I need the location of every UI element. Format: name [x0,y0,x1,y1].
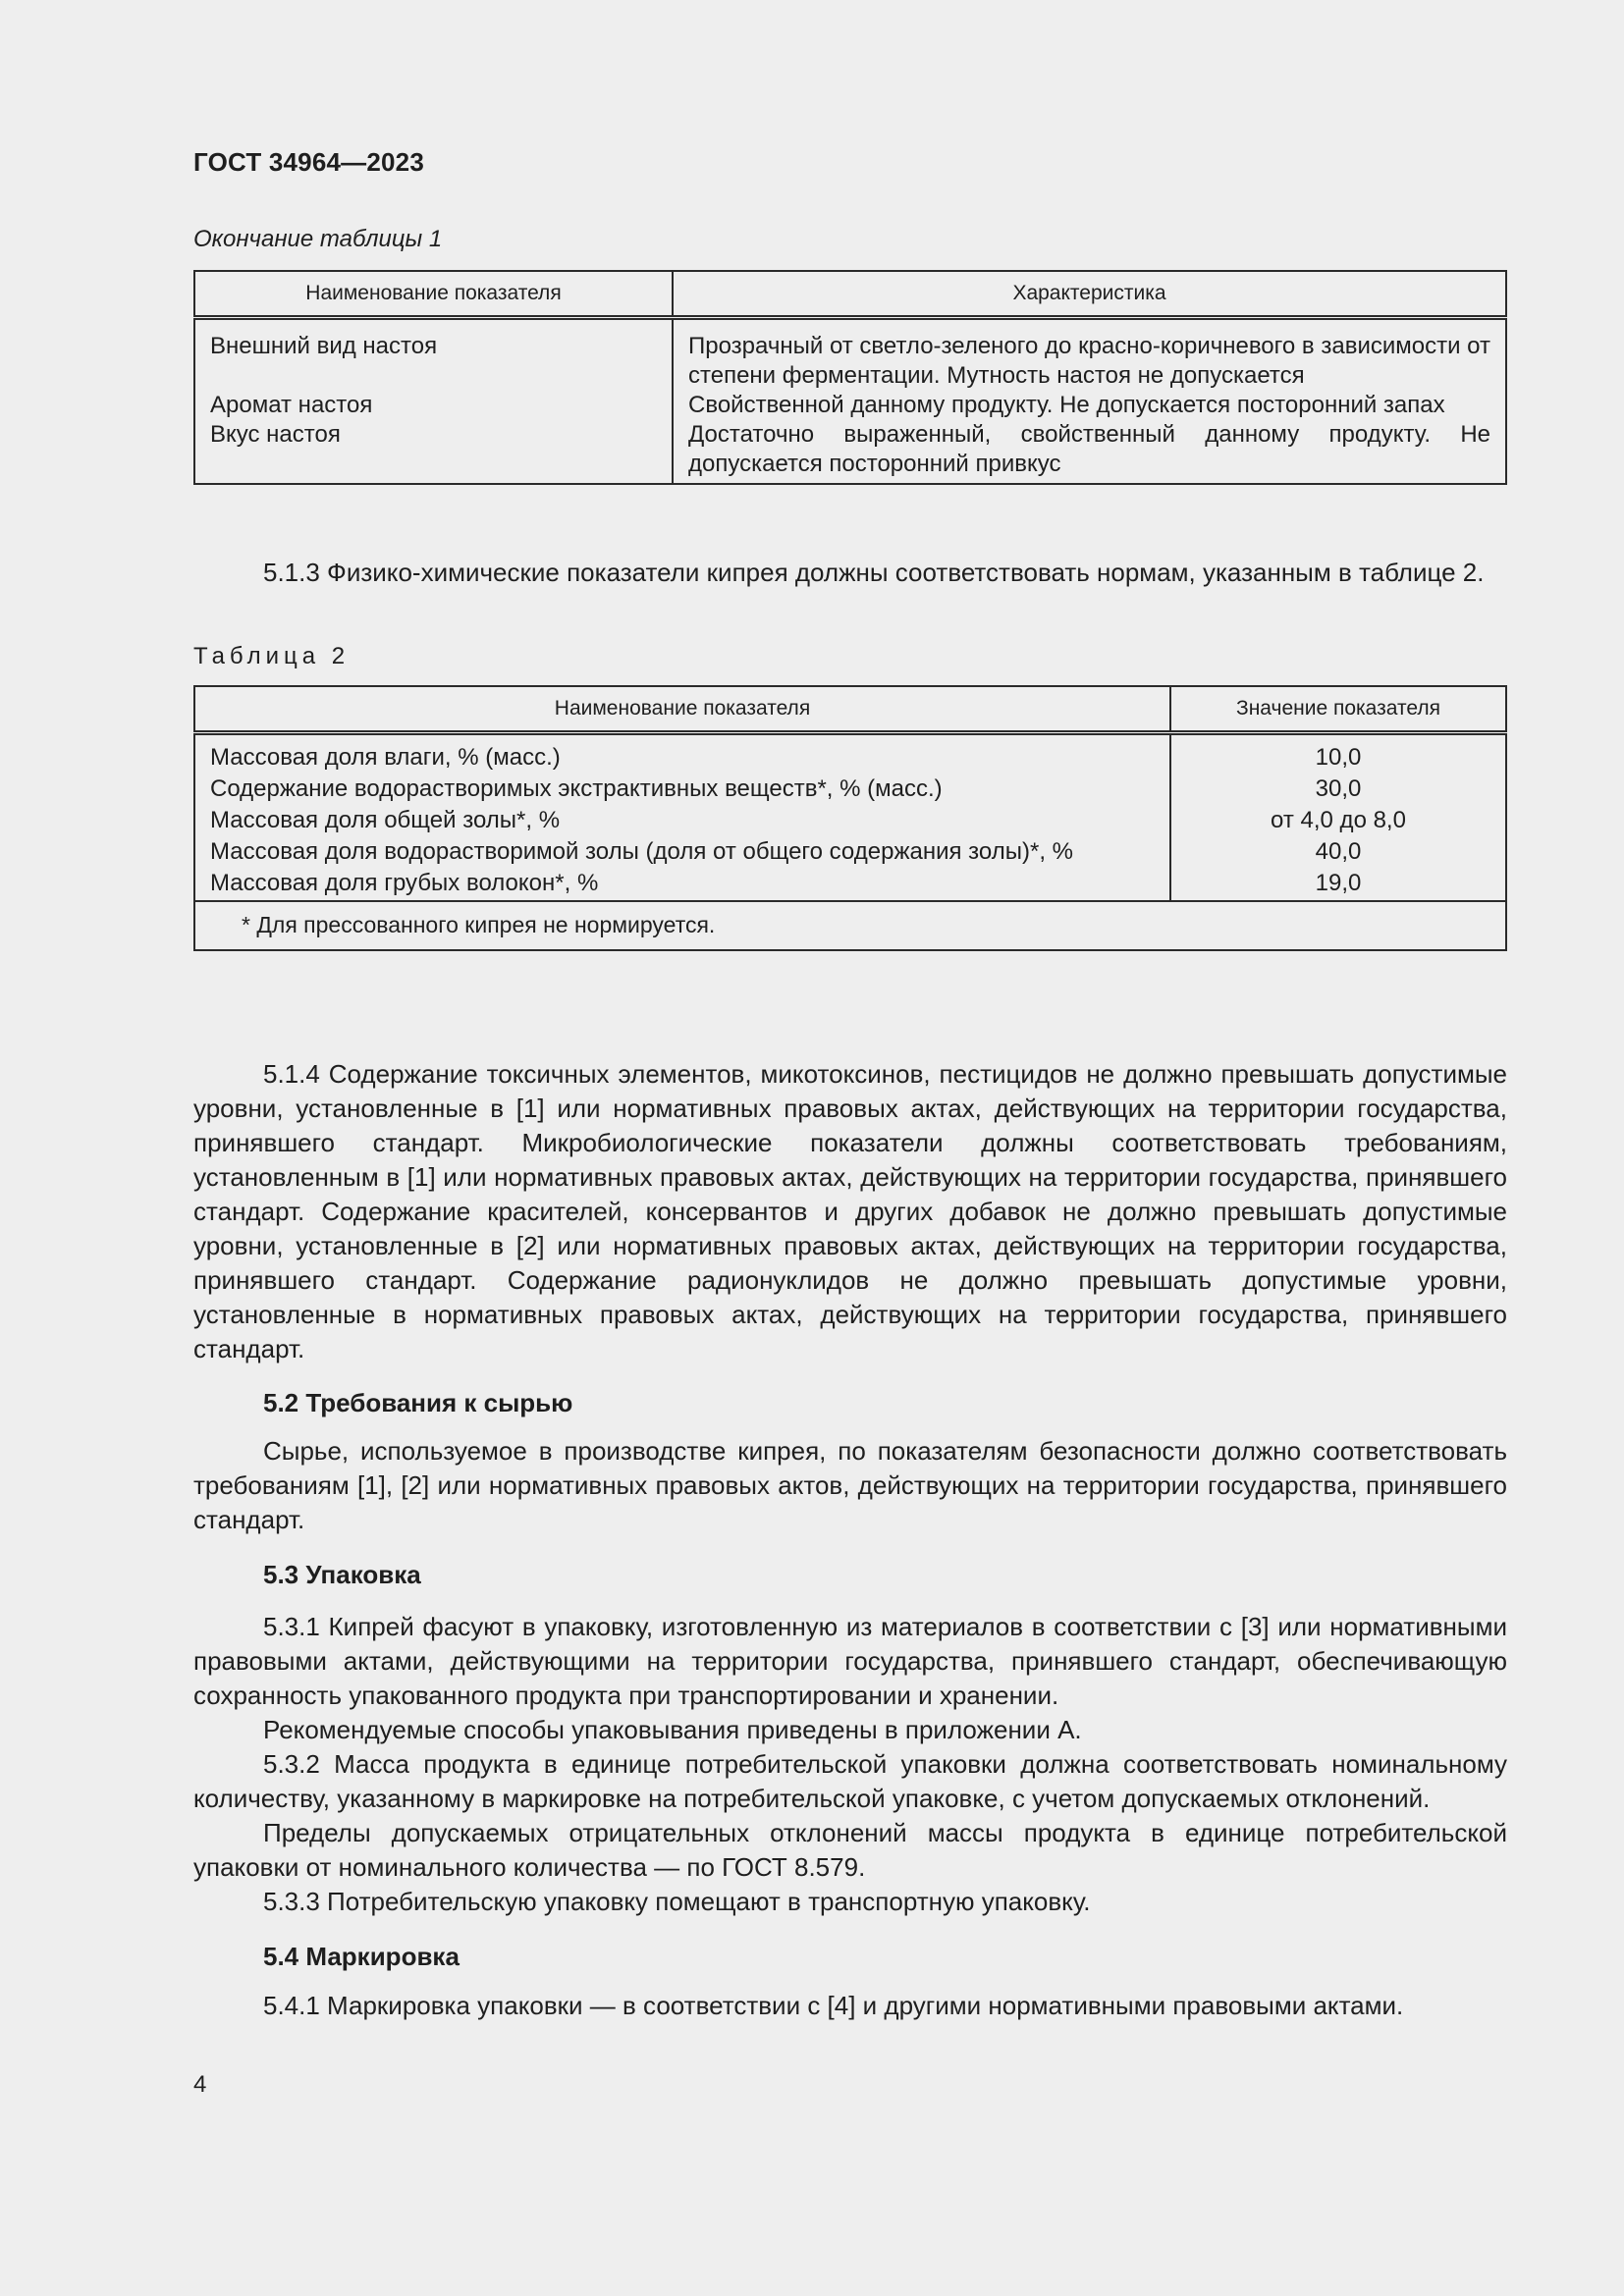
table1-caption: Окончание таблицы 1 [193,226,443,252]
table2 [193,685,1507,951]
paragraph-5-3-3: 5.3.3 Потребительскую упаковку помещают в транспортную упаковку. [263,1887,1091,1916]
paragraph-5-1-4: 5.1.4 Содержание токсичных элементов, микотоксинов, пестицидов не должно превышать допустимые уровни, установленные в [1] или нормативных правовых актах, действующих на территории государства, принявшего стандарт. Микробиологические показатели должны соответствовать требованиям, установленным в [1] или нормативных правовых актах, действующих на территории государства, принявшего стандарт. Содержание красителей, консервантов и других добавок не должно превышать допустимые уровни, установленные в [2] или нормативных правовых актах, действующих на территории государства, принявшего стандарт. Содержание радионуклидов не должно превышать допустимые уровни, установленные в нормативных правовых актах, действующих на территории государства, принявшего стандарт. [193,1059,1507,1363]
table2-cell-name: Содержание водорастворимых экстрактивных веществ*, % (масс.) [194,774,1170,806]
table2-header-name: Наименование показателя [194,686,1170,733]
section-heading-5-2: 5.2 Требования к сырью [263,1388,573,1417]
paragraph-5-3-1: 5.3.1 Кипрей фасуют в упаковку, изготовленную из материалов в соответствии с [3] или нормативными правовыми актами, действующими на территории государства, принявшего стандарт, обеспечивающую сохранность упакованного продукта при транспортировании и хранении. [193,1612,1507,1710]
table2-cell-name: Массовая доля влаги, % (масс.) [194,733,1170,775]
table1-cell-value: Достаточно выраженный, свойственный данному продукту. Не допускается посторонний привкус [673,420,1506,484]
table2-cell-value: от 4,0 до 8,0 [1170,806,1506,837]
table-row [194,869,1506,901]
table2-cell-value: 30,0 [1170,774,1506,806]
table1-header-characteristic: Характеристика [673,271,1506,318]
paragraph-5-4-1: 5.4.1 Маркировка упаковки — в соответствии с [4] и другими нормативными правовыми актами. [263,1991,1404,2020]
table-row [194,837,1506,869]
table2-header-row [194,686,1506,733]
table2-footnote: * Для прессованного кипрея не нормируется. [194,901,1506,950]
table1-cell-name: Вкус настоя [194,420,673,484]
section-heading-5-4: 5.4 Маркировка [263,1942,460,1971]
table2-footnote-row [194,901,1506,950]
table2-header-value: Значение показателя [1170,686,1506,733]
table-row [194,806,1506,837]
paragraph-5-3-2-limits: Пределы допускаемых отрицательных отклонений массы продукта в единице потребительской упаковки от номинального количества — по ГОСТ 8.579. [193,1818,1507,1882]
table2-cell-name: Массовая доля грубых волокон*, % [194,869,1170,901]
section-heading-5-3: 5.3 Упаковка [263,1560,421,1589]
table2-cell-value: 19,0 [1170,869,1506,901]
document-title: ГОСТ 34964—2023 [193,147,424,177]
paragraph-5-2: Сырье, используемое в производстве кипрея, по показателям безопасности должно соответствовать требованиям [1], [2] или нормативных правовых актов, действующих на территории государства, принявшего стандарт. [193,1436,1507,1534]
table1-cell-value: Свойственной данному продукту. Не допускается посторонний запах [673,391,1506,420]
table1-header-row [194,271,1506,318]
table-row [194,391,1506,420]
table1-header-name: Наименование показателя [194,271,673,318]
table1-cell-value: Прозрачный от светло-зеленого до красно-коричневого в зависимости от степени ферментации. Мутность настоя не допускается [673,318,1506,392]
table2-cell-name: Массовая доля общей золы*, % [194,806,1170,837]
paragraph-5-1-3 [193,556,1507,590]
paragraph-text: 5.1.3 Физико-химические показатели кипрея должны соответствовать нормам, указанным в таблице 2. [263,558,1485,587]
table1 [193,270,1507,485]
body-text [193,1057,1507,2023]
paragraph-5-3-2: 5.3.2 Масса продукта в единице потребительской упаковки должна соответствовать номинальному количеству, указанному в маркировке на потребительской упаковке, с учетом допускаемых отклонений. [193,1749,1507,1813]
table2-cell-value: 40,0 [1170,837,1506,869]
table2-cell-name: Массовая доля водорастворимой золы (доля от общего содержания золы)*, % [194,837,1170,869]
table-row [194,318,1506,392]
table-row [194,774,1506,806]
paragraph-5-3-1-note: Рекомендуемые способы упаковывания приведены в приложении А. [263,1715,1082,1744]
table1-cell-name: Внешний вид настоя [194,318,673,392]
table-row [194,733,1506,775]
table2-caption: Таблица 2 [193,643,351,669]
table-row [194,420,1506,484]
table2-cell-value: 10,0 [1170,733,1506,775]
page-number: 4 [193,2071,207,2098]
table1-cell-name: Аромат настоя [194,391,673,420]
